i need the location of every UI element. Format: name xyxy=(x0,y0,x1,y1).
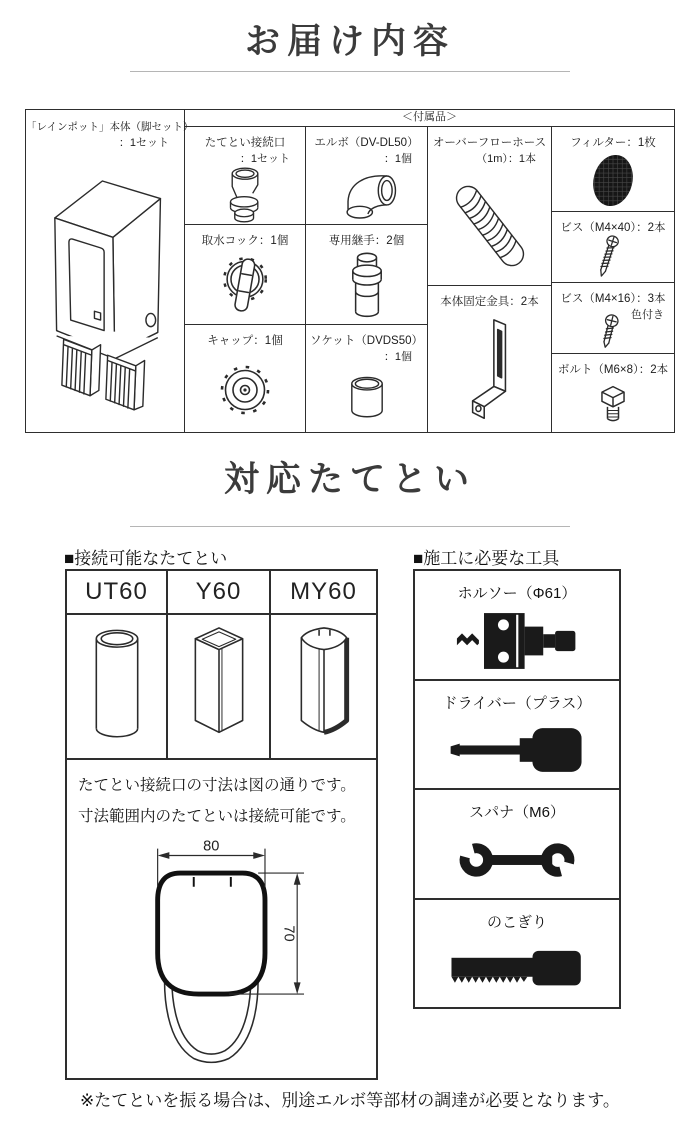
socket-label: ソケット（DVDS50） xyxy=(309,335,424,347)
rainpot-unit-icon xyxy=(39,162,171,420)
cell-fixing-bracket xyxy=(428,286,551,432)
spanner-label: スパナ（M6） xyxy=(469,804,565,821)
hose-qty: （1m）：1本 xyxy=(476,153,536,165)
elbow-qty: ：1個 xyxy=(383,153,412,165)
note-line-2: 寸法範囲内のたてといは接続可能です。 xyxy=(78,808,356,825)
socket-qty: ：1個 xyxy=(383,351,412,363)
hole-saw-label: ホルソー（Φ61） xyxy=(457,585,577,602)
screw16-note: 色付き xyxy=(631,309,664,321)
cell-water-cock xyxy=(185,225,305,325)
delivery-section-title: お届け内容 xyxy=(244,22,455,61)
hole-saw-icon xyxy=(442,608,592,674)
main-unit-qty: ：1セット xyxy=(118,137,169,149)
round-pipe-icon xyxy=(82,622,152,752)
cell-screw-m4x40 xyxy=(552,212,674,283)
socket-icon xyxy=(341,373,393,423)
cell-filter xyxy=(552,127,674,212)
col-ut60: UT60 xyxy=(67,571,168,613)
elbow-label: エルボ（DV-DL50） xyxy=(314,137,419,149)
cap-label: キャップ：1個 xyxy=(207,335,283,347)
screwdriver-label: ドライバー（プラス） xyxy=(442,694,592,712)
main-unit-label: 「レインポット」本体（脚セット） xyxy=(26,121,194,133)
filter-label: フィルター：1枚 xyxy=(570,137,656,149)
compat-header: ■接続可能なたてとい xyxy=(64,549,228,568)
bolt-m6x8-icon xyxy=(593,382,633,428)
tools-header: ■施工に必要な工具 xyxy=(413,549,560,568)
tool-spanner xyxy=(415,790,619,900)
cap-icon xyxy=(216,358,274,422)
spanner-icon xyxy=(442,832,592,888)
pipe-illustrations-row xyxy=(67,615,376,760)
overflow-hose-icon xyxy=(438,170,542,282)
cell-joint xyxy=(306,225,427,325)
cock-label: 取水コック：1個 xyxy=(201,235,289,247)
tool-hole-saw xyxy=(415,571,619,681)
footnote: ※たてといを振る場合は、別途エルボ等部材の調達が必要となります。 xyxy=(80,1091,620,1110)
compat-column-headers xyxy=(67,571,376,615)
handsaw-icon xyxy=(442,944,592,994)
title-divider xyxy=(130,71,570,72)
joint-icon xyxy=(342,250,392,322)
title-divider-2 xyxy=(130,526,570,527)
cell-screw-m4x16 xyxy=(552,283,674,354)
dimension-diagram xyxy=(111,836,337,1078)
screw16-label: ビス（M4×16）：3本 xyxy=(560,293,666,305)
tools-table xyxy=(413,569,621,1009)
square-pipe-icon xyxy=(184,622,254,752)
cell-cap xyxy=(185,325,305,432)
bracket-label: 本体固定金具：2本 xyxy=(440,296,539,308)
cell-socket xyxy=(306,325,427,432)
channel-pipe-icon xyxy=(289,622,359,752)
main-unit-cell xyxy=(26,110,194,432)
screw-m4x16-icon xyxy=(595,314,631,352)
elbow-pipe-icon xyxy=(333,167,401,223)
cell-overflow-hose xyxy=(428,127,551,286)
dim-height-label: 70 xyxy=(280,925,297,942)
connector-qty: ：1セット xyxy=(239,153,290,165)
screw-m4x40-icon xyxy=(591,235,635,282)
accessories-header: ＜付属品＞ xyxy=(185,110,674,127)
screw40-label: ビス（M4×40）：2本 xyxy=(560,222,666,234)
tool-handsaw xyxy=(415,900,619,1008)
cell-bolt-m6x8 xyxy=(552,354,674,432)
handsaw-label: のこぎり xyxy=(486,913,547,931)
joint-label: 専用継手：2個 xyxy=(328,235,405,247)
compat-section-title: 対応たてとい xyxy=(223,460,476,499)
filter-icon xyxy=(584,150,642,211)
fixing-bracket-icon xyxy=(455,316,525,426)
hose-label: オーバーフローホース xyxy=(432,137,547,149)
cell-downspout-connector xyxy=(185,127,305,225)
connector-label: たてとい接続口 xyxy=(204,137,286,149)
col-y60: Y60 xyxy=(168,571,271,613)
cell-elbow xyxy=(306,127,427,225)
dimension-note-cell xyxy=(67,760,376,1078)
delivery-contents-table xyxy=(25,109,675,433)
col-my60: MY60 xyxy=(290,578,357,605)
accessories-area xyxy=(185,110,674,432)
downspout-connector-icon xyxy=(219,166,271,224)
screwdriver-icon xyxy=(442,720,592,780)
bolt-label: ボルト（M6×8）：2本 xyxy=(557,364,669,376)
compat-table xyxy=(65,569,378,1080)
tool-screwdriver xyxy=(415,681,619,791)
note-line-1: たてとい接続口の寸法は図の通りです。 xyxy=(78,777,356,794)
water-cock-icon xyxy=(216,253,274,319)
dim-width-label: 80 xyxy=(203,838,220,855)
